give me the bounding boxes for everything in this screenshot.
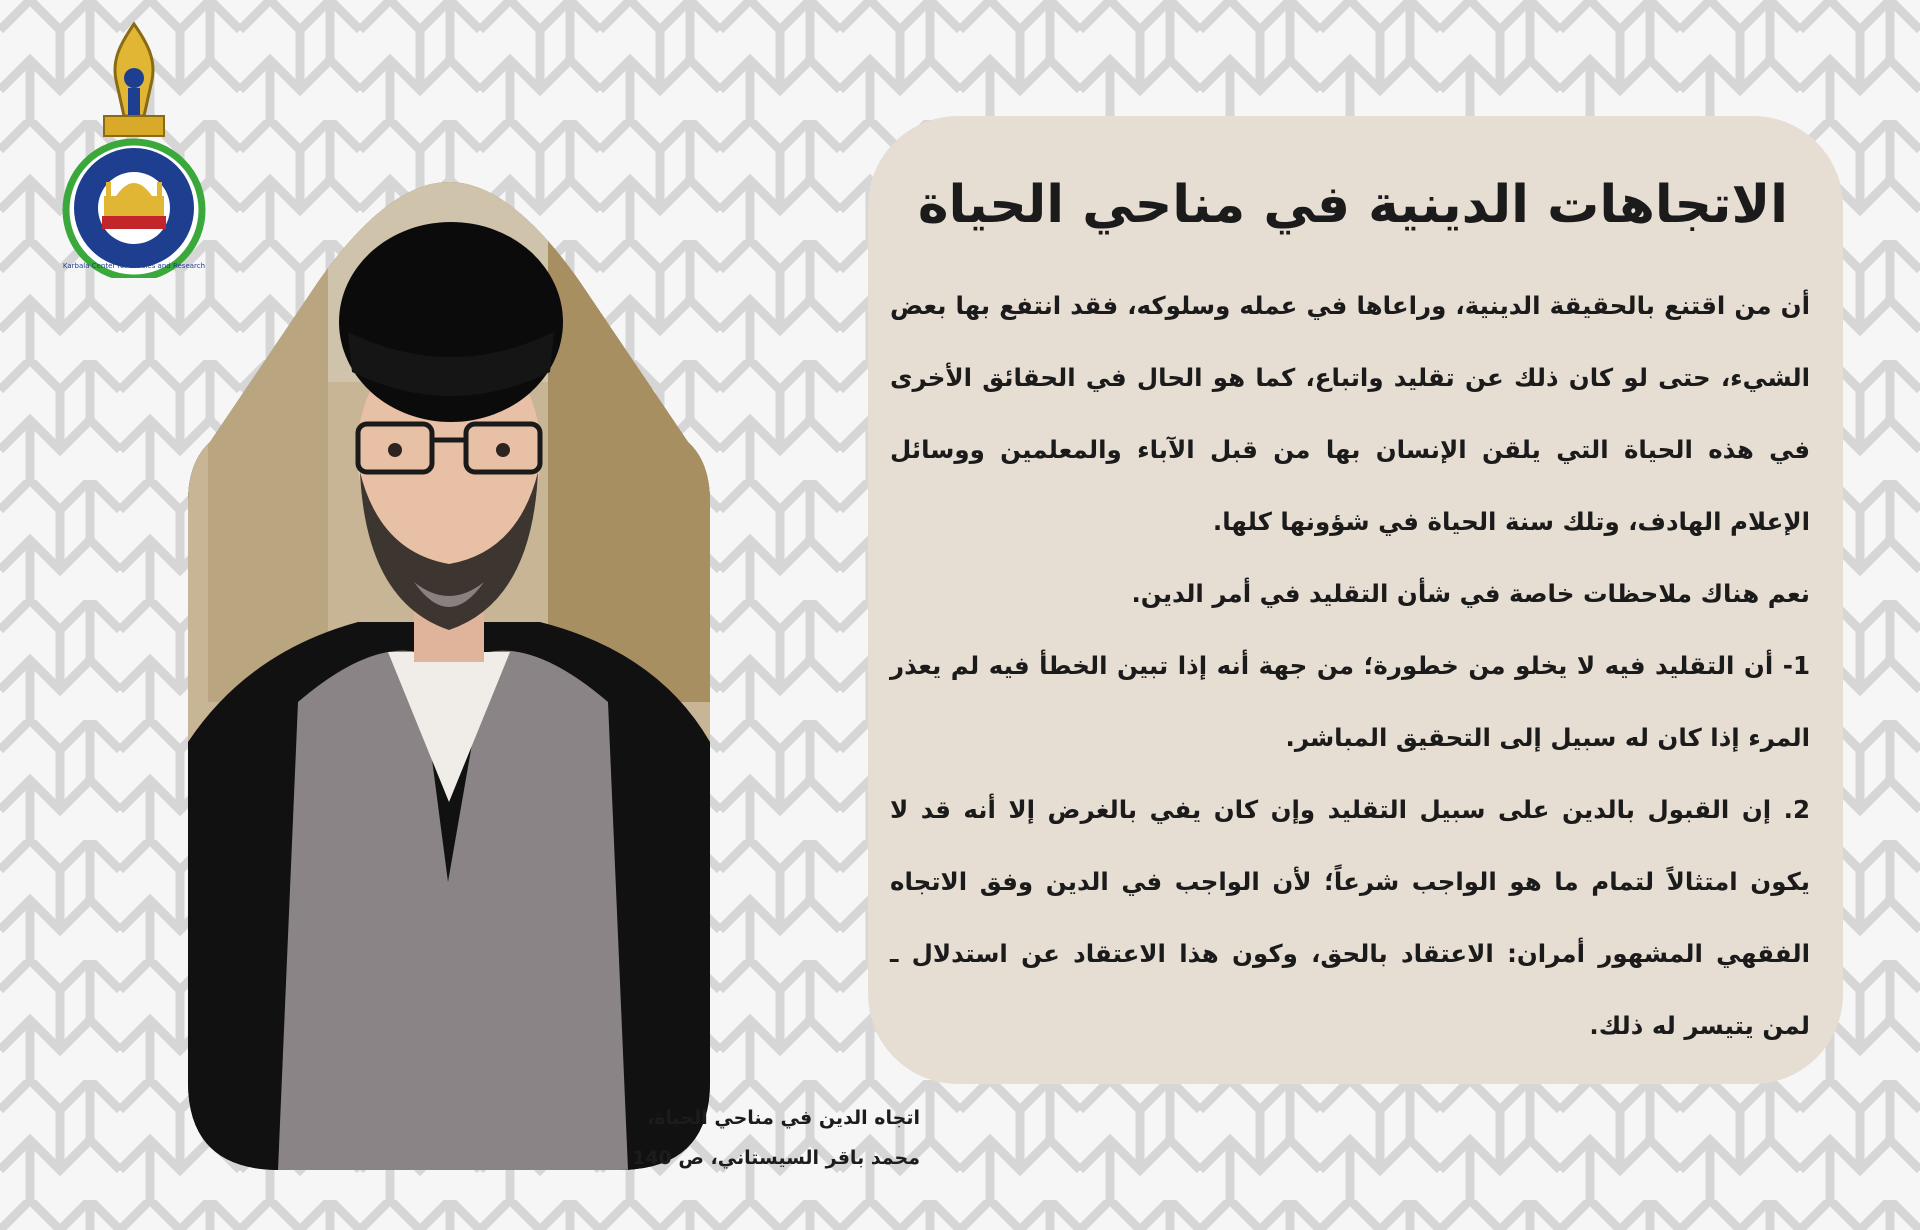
logo-english-text: Karbala Center for Studies and Research — [62, 262, 206, 270]
source-caption — [560, 1098, 920, 1178]
article-body — [890, 270, 1810, 1062]
caption-book-title: اتجاه الدين في مناحي الحياة، — [647, 1107, 920, 1129]
caption-author-page: محمد باقر السيستاني، ص 140 — [632, 1147, 920, 1169]
portrait-frame — [188, 182, 710, 1170]
paragraph-point-2: 2. إن القبول بالدين على سبيل التقليد وإن كان يفي بالغرض إلا أنه قد لا يكون امتثالاً لتمام ما هو الواجب شرعاً؛ لأن الواجب في الدين وفق الاتجاه الفقهي المشهور أمران: الاعتقاد بالحق، وكون هذا الاعتقاد عن استدلال ـ لمن يتيسر له ذلك. — [890, 795, 1810, 1040]
article-title: الاتجاهات الدينية في مناحي الحياة — [917, 175, 1788, 235]
paragraph-point-1: 1- أن التقليد فيه لا يخلو من خطورة؛ من جهة أنه إذا تبين الخطأ فيه لم يعذر المرء إذا كان له سبيل إلى التحقيق المباشر. — [890, 651, 1810, 752]
paragraph-note: نعم هناك ملاحظات خاصة في شأن التقليد في أمر الدين. — [1131, 579, 1810, 608]
article-panel — [868, 116, 1843, 1084]
paragraph-intro: أن من اقتنع بالحقيقة الدينية، وراعاها في عمله وسلوكه، فقد انتفع بها بعض الشيء، حتى لو كان ذلك عن تقليد واتباع، كما هو الحال في الحقائق الأخرى في هذه الحياة التي يلقن الإنسان بها من قبل الآباء والمعلمين ووسائل الإعلام الهادف، وتلك سنة الحياة في شؤونها كلها. — [890, 291, 1810, 536]
